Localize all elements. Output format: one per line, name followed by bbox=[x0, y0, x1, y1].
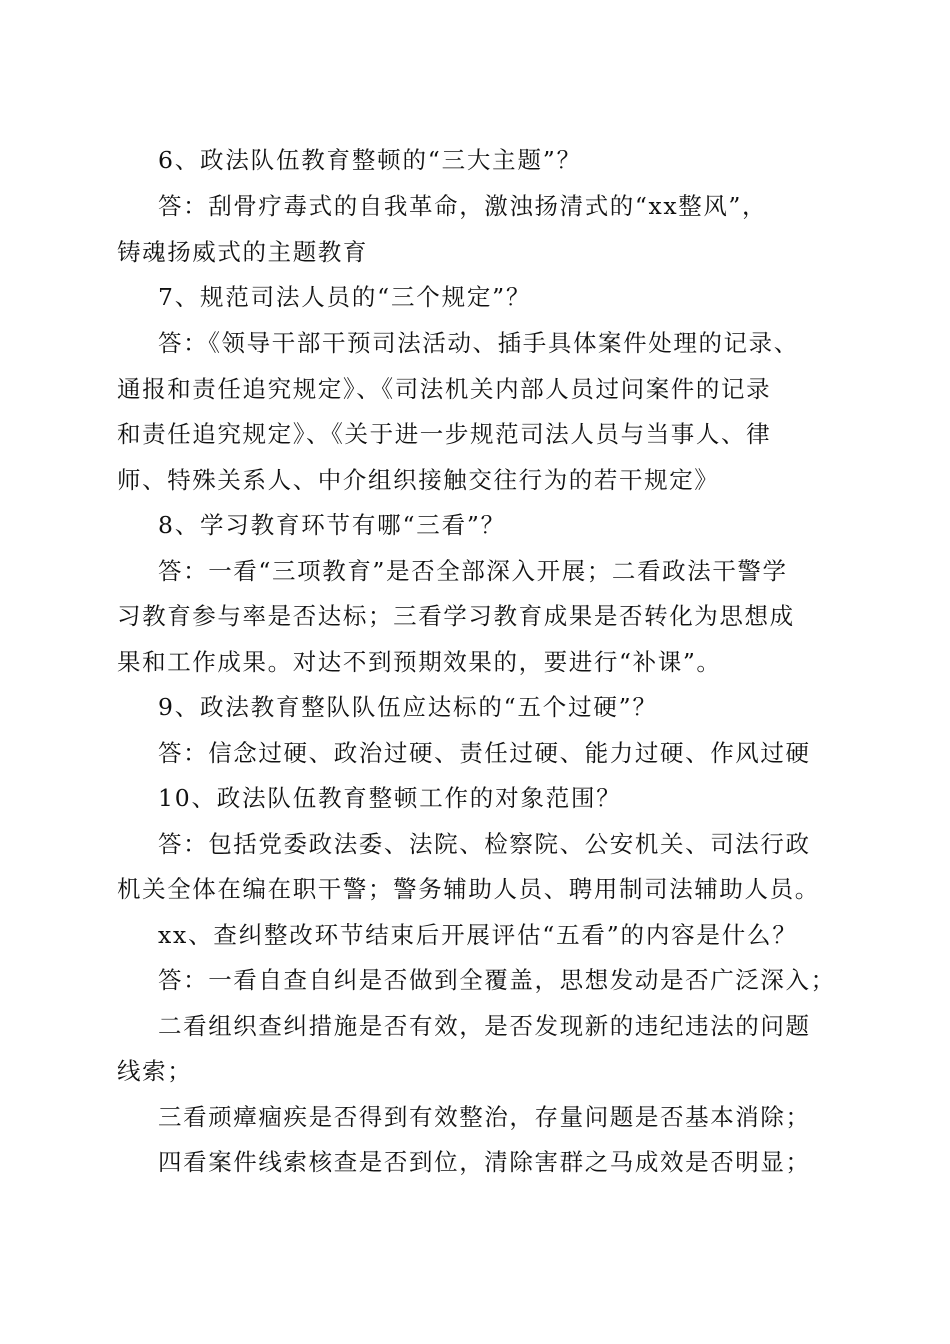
answer-10-line-2: 机关全体在编在职干警；警务辅助人员、聘用制司法辅助人员。 bbox=[117, 875, 820, 903]
answer-7-line-1: 答：《领导干部干预司法活动、插手具体案件处理的记录、 bbox=[158, 329, 799, 357]
question-7: 7、规范司法人员的“三个规定”？ bbox=[158, 283, 532, 311]
question-9: 9、政法教育整队队伍应达标的“五个过硬”？ bbox=[158, 693, 658, 721]
answer-10-line-1: 答：包括党委政法委、法院、检察院、公安机关、司法行政 bbox=[158, 830, 811, 858]
answer-6-line-1: 答：刮骨疗毒式的自我革命，激浊扬清式的“xx整风”， bbox=[158, 192, 768, 220]
answer-7-line-4: 师、特殊关系人、中介组织接触交往行为的若干规定》 bbox=[117, 466, 720, 494]
answer-8-line-2: 习教育参与率是否达标；三看学习教育成果是否转化为思想成 bbox=[117, 602, 795, 630]
question-8: 8、学习教育环节有哪“三看”？ bbox=[158, 511, 506, 539]
answer-11-line-1: 答：一看自查自纠是否做到全覆盖，思想发动是否广泛深入； bbox=[158, 966, 836, 994]
answer-7-line-2: 通报和责任追究规定》、《司法机关内部人员过问案件的记录 bbox=[117, 375, 772, 403]
question-10: 10、政法队伍教育整顿工作的对象范围？ bbox=[158, 784, 622, 812]
answer-6-line-2: 铸魂扬威式的主题教育 bbox=[117, 238, 368, 266]
answer-8-line-3: 果和工作成果。对达不到预期效果的，要进行“补课”。 bbox=[117, 648, 722, 676]
answer-8-line-1: 答：一看“三项教育”是否全部深入开展；二看政法干警学 bbox=[158, 557, 788, 585]
answer-11-line-3: 线索； bbox=[117, 1057, 193, 1085]
question-6: 6、政法队伍教育整顿的“三大主题”？ bbox=[158, 146, 582, 174]
question-11: xx、查纠整改环节结束后开展评估“五看”的内容是什么？ bbox=[158, 921, 798, 949]
answer-7-line-3: 和责任追究规定》、《关于进一步规范司法人员与当事人、律 bbox=[117, 420, 772, 448]
answer-9-line-1: 答：信念过硬、政治过硬、责任过硬、能力过硬、作风过硬 bbox=[158, 739, 811, 767]
answer-11-line-4: 三看顽瘴痼疾是否得到有效整治，存量问题是否基本消除； bbox=[158, 1103, 811, 1131]
answer-11-line-2: 二看组织查纠措施是否有效，是否发现新的违纪违法的问题 bbox=[158, 1012, 811, 1040]
answer-11-line-5: 四看案件线索核查是否到位，清除害群之马成效是否明显； bbox=[158, 1148, 811, 1176]
